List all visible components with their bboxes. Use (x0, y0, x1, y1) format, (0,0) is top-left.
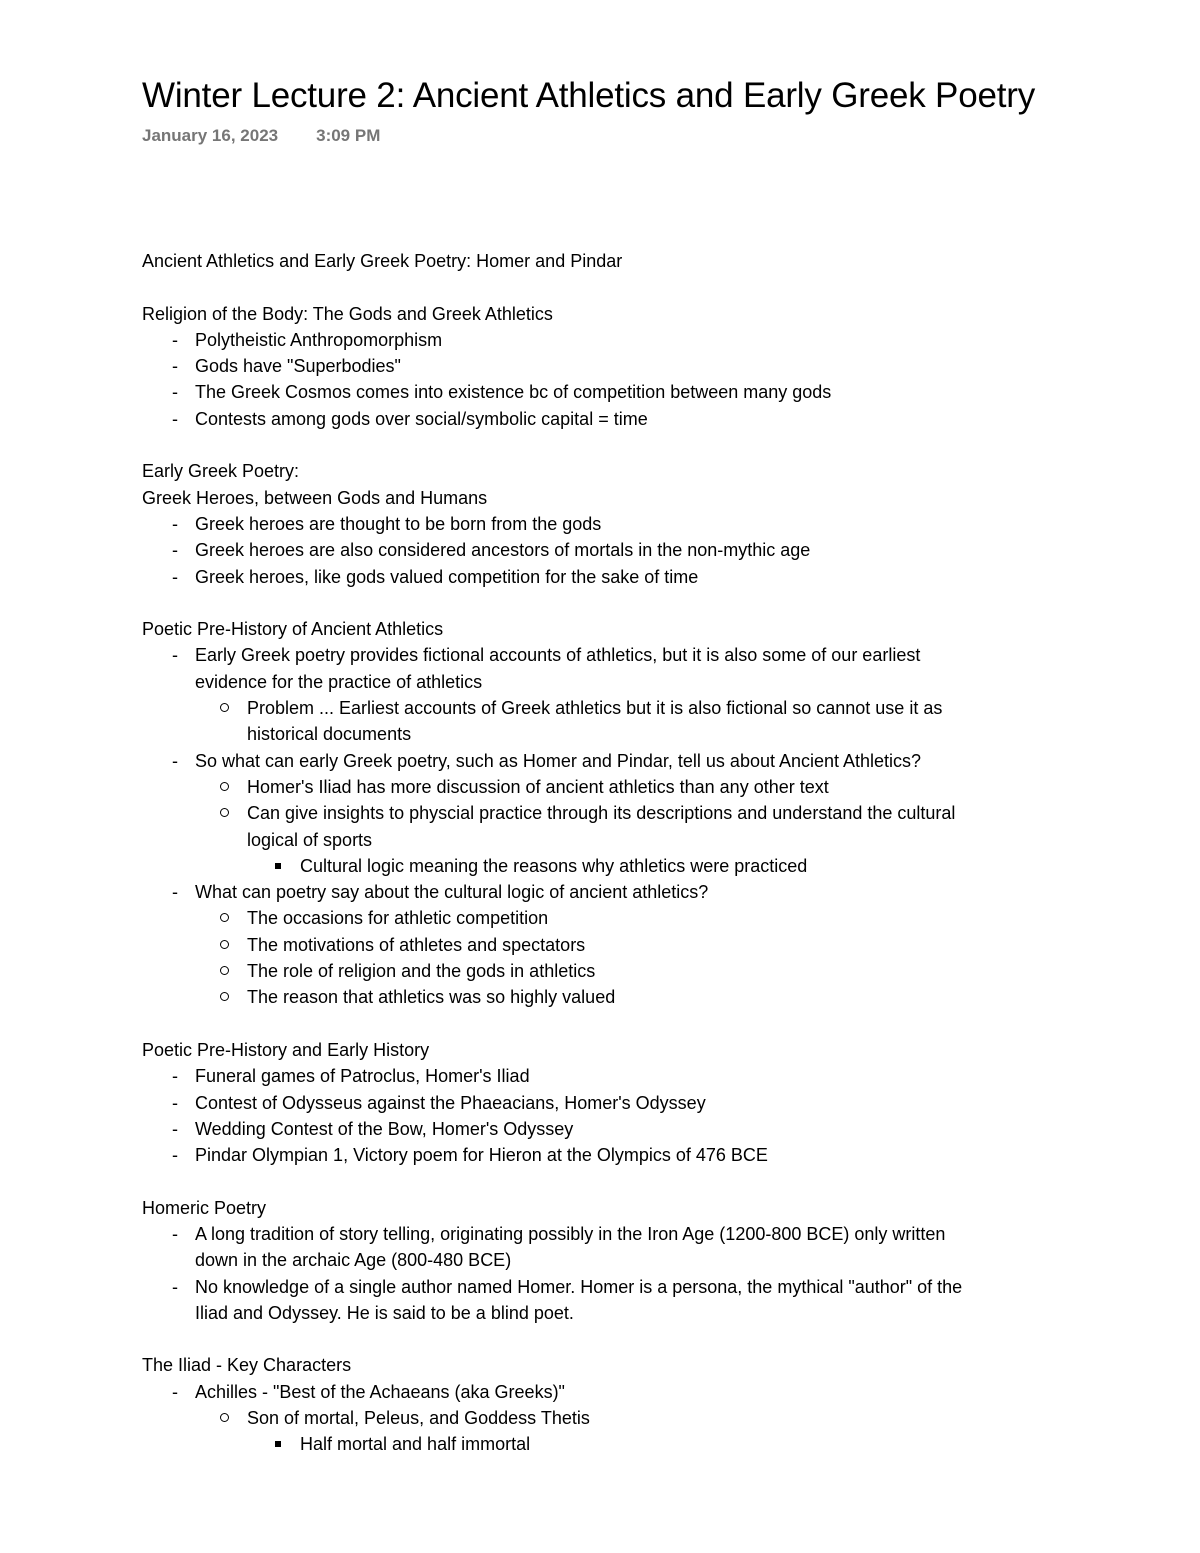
note-text: So what can early Greek poetry, such as Homer and Pindar, tell us about Ancient Athletics? (195, 750, 922, 771)
note-text: Iliad and Odyssey. He is said to be a blind poet. (195, 1302, 574, 1323)
blank-line (142, 432, 1142, 458)
bullet-item (142, 879, 1142, 905)
sub-bullet-item (142, 1405, 1142, 1431)
section-heading (142, 1195, 1142, 1221)
bullet-item (142, 1142, 1142, 1168)
circle-bullet-icon (220, 1413, 229, 1422)
note-text: Son of mortal, Peleus, and Goddess Thetis (247, 1408, 590, 1429)
dash-bullet-icon: - (172, 1381, 178, 1402)
sub-bullet-item (142, 958, 1142, 984)
bullet-item (142, 406, 1142, 432)
note-body (142, 248, 1142, 1458)
square-bullet-icon (275, 863, 281, 869)
note-text: Half mortal and half immortal (300, 1434, 531, 1455)
sub-bullet-item (142, 774, 1142, 800)
bullet-item (142, 1063, 1142, 1089)
circle-bullet-icon (220, 992, 229, 1001)
bullet-item (142, 379, 1142, 405)
note-text: Greek Heroes, between Gods and Humans (142, 487, 488, 508)
sub-sub-bullet-item (142, 853, 1142, 879)
note-text: Homeric Poetry (142, 1197, 267, 1218)
dash-bullet-icon: - (172, 329, 178, 350)
bullet-item (142, 748, 1142, 774)
note-text: Gods have "Superbodies" (195, 356, 401, 377)
circle-bullet-icon (220, 782, 229, 791)
note-text: Problem ... Earliest accounts of Greek athletics but it is also fictional so cannot use it as (247, 698, 943, 719)
sub-bullet-item (142, 905, 1142, 931)
note-text: The motivations of athletes and spectators (247, 934, 586, 955)
dash-bullet-icon: - (172, 1066, 178, 1087)
note-text: Poetic Pre-History and Early History (142, 1039, 430, 1060)
bullet-continuation (142, 1247, 1142, 1273)
dash-bullet-icon: - (172, 645, 178, 666)
note-text: down in the archaic Age (800-480 BCE) (195, 1250, 512, 1271)
note-text: Homer's Iliad has more discussion of ancient athletics than any other text (247, 776, 829, 797)
page-title: Winter Lecture 2: Ancient Athletics and Early Greek Poetry (142, 76, 1035, 115)
bullet-item (142, 511, 1142, 537)
note-text: The occasions for athletic competition (247, 908, 549, 929)
bullet-item (142, 1221, 1142, 1247)
note-text: Greek heroes are thought to be born from the gods (195, 513, 602, 534)
note-text: Poetic Pre-History of Ancient Athletics (142, 619, 444, 640)
note-text: Greek heroes are also considered ancestors of mortals in the non-mythic age (195, 540, 811, 561)
note-text: Achilles - "Best of the Achaeans (aka Greeks)" (195, 1381, 565, 1402)
note-text: historical documents (247, 724, 412, 745)
note-text: Wedding Contest of the Bow, Homer's Odyssey (195, 1118, 574, 1139)
blank-line (142, 590, 1142, 616)
blank-line (142, 1168, 1142, 1194)
dash-bullet-icon: - (172, 1092, 178, 1113)
note-text: The reason that athletics was so highly valued (247, 987, 616, 1008)
section-heading (142, 616, 1142, 642)
note-text: Greek heroes, like gods valued competition for the sake of time (195, 566, 699, 587)
circle-bullet-icon (220, 913, 229, 922)
dash-bullet-icon: - (172, 356, 178, 377)
sub-bullet-item (142, 800, 1142, 826)
note-text: Can give insights to physcial practice through its descriptions and understand the cultural (247, 803, 956, 824)
note-text: The Greek Cosmos comes into existence bc of competition between many gods (195, 382, 832, 403)
circle-bullet-icon (220, 703, 229, 712)
note-text: Pindar Olympian 1, Victory poem for Hieron at the Olympics of 476 BCE (195, 1145, 768, 1166)
bullet-item (142, 1379, 1142, 1405)
section-heading (142, 485, 1142, 511)
sub-bullet-item (142, 695, 1142, 721)
dash-bullet-icon: - (172, 882, 178, 903)
note-text: Early Greek poetry provides fictional accounts of athletics, but it is also some of our earliest (195, 645, 921, 666)
square-bullet-icon (275, 1441, 281, 1447)
dash-bullet-icon: - (172, 750, 178, 771)
bullet-item (142, 564, 1142, 590)
note-text: Religion of the Body: The Gods and Greek Athletics (142, 303, 553, 324)
bullet-item (142, 1090, 1142, 1116)
section-heading (142, 248, 1142, 274)
section-heading (142, 1352, 1142, 1378)
page-header (142, 70, 1142, 146)
page-meta (142, 126, 1142, 146)
page-time: 3:09 PM (316, 126, 381, 145)
bullet-continuation (142, 721, 1142, 747)
circle-bullet-icon (220, 808, 229, 817)
bullet-item (142, 1274, 1142, 1300)
blank-line (142, 1011, 1142, 1037)
dash-bullet-icon: - (172, 1223, 178, 1244)
note-text: Contest of Odysseus against the Phaeacians, Homer's Odyssey (195, 1092, 706, 1113)
page-date: January 16, 2023 (142, 126, 279, 145)
bullet-item (142, 327, 1142, 353)
bullet-continuation (142, 669, 1142, 695)
note-text: Polytheistic Anthropomorphism (195, 329, 443, 350)
dash-bullet-icon: - (172, 382, 178, 403)
bullet-item (142, 353, 1142, 379)
section-heading (142, 1037, 1142, 1063)
blank-line (142, 1326, 1142, 1352)
circle-bullet-icon (220, 940, 229, 949)
note-text: The Iliad - Key Characters (142, 1355, 352, 1376)
note-text: No knowledge of a single author named Homer. Homer is a persona, the mythical "author" of the (195, 1276, 963, 1297)
note-text: A long tradition of story telling, originating possibly in the Iron Age (1200-800 BCE) only written (195, 1223, 946, 1244)
dash-bullet-icon: - (172, 566, 178, 587)
dash-bullet-icon: - (172, 540, 178, 561)
bullet-continuation (142, 1300, 1142, 1326)
note-text: The role of religion and the gods in athletics (247, 961, 596, 982)
note-text: What can poetry say about the cultural logic of ancient athletics? (195, 882, 709, 903)
blank-line (142, 274, 1142, 300)
circle-bullet-icon (220, 966, 229, 975)
note-text: Funeral games of Patroclus, Homer's Iliad (195, 1066, 530, 1087)
note-text: evidence for the practice of athletics (195, 671, 483, 692)
section-heading (142, 458, 1142, 484)
dash-bullet-icon: - (172, 1118, 178, 1139)
section-heading (142, 301, 1142, 327)
sub-bullet-item (142, 932, 1142, 958)
bullet-continuation (142, 827, 1142, 853)
note-text: logical of sports (247, 829, 373, 850)
dash-bullet-icon: - (172, 1145, 178, 1166)
dash-bullet-icon: - (172, 513, 178, 534)
bullet-item (142, 537, 1142, 563)
note-text: Ancient Athletics and Early Greek Poetry: Homer and Pindar (142, 251, 623, 271)
dash-bullet-icon: - (172, 1276, 178, 1297)
note-text: Contests among gods over social/symbolic capital = time (195, 408, 648, 429)
bullet-item (142, 1116, 1142, 1142)
note-text: Cultural logic meaning the reasons why athletics were practiced (300, 855, 808, 876)
bullet-item (142, 642, 1142, 668)
sub-sub-bullet-item (142, 1431, 1142, 1457)
dash-bullet-icon: - (172, 408, 178, 429)
note-text: Early Greek Poetry: (142, 461, 300, 482)
sub-bullet-item (142, 984, 1142, 1010)
